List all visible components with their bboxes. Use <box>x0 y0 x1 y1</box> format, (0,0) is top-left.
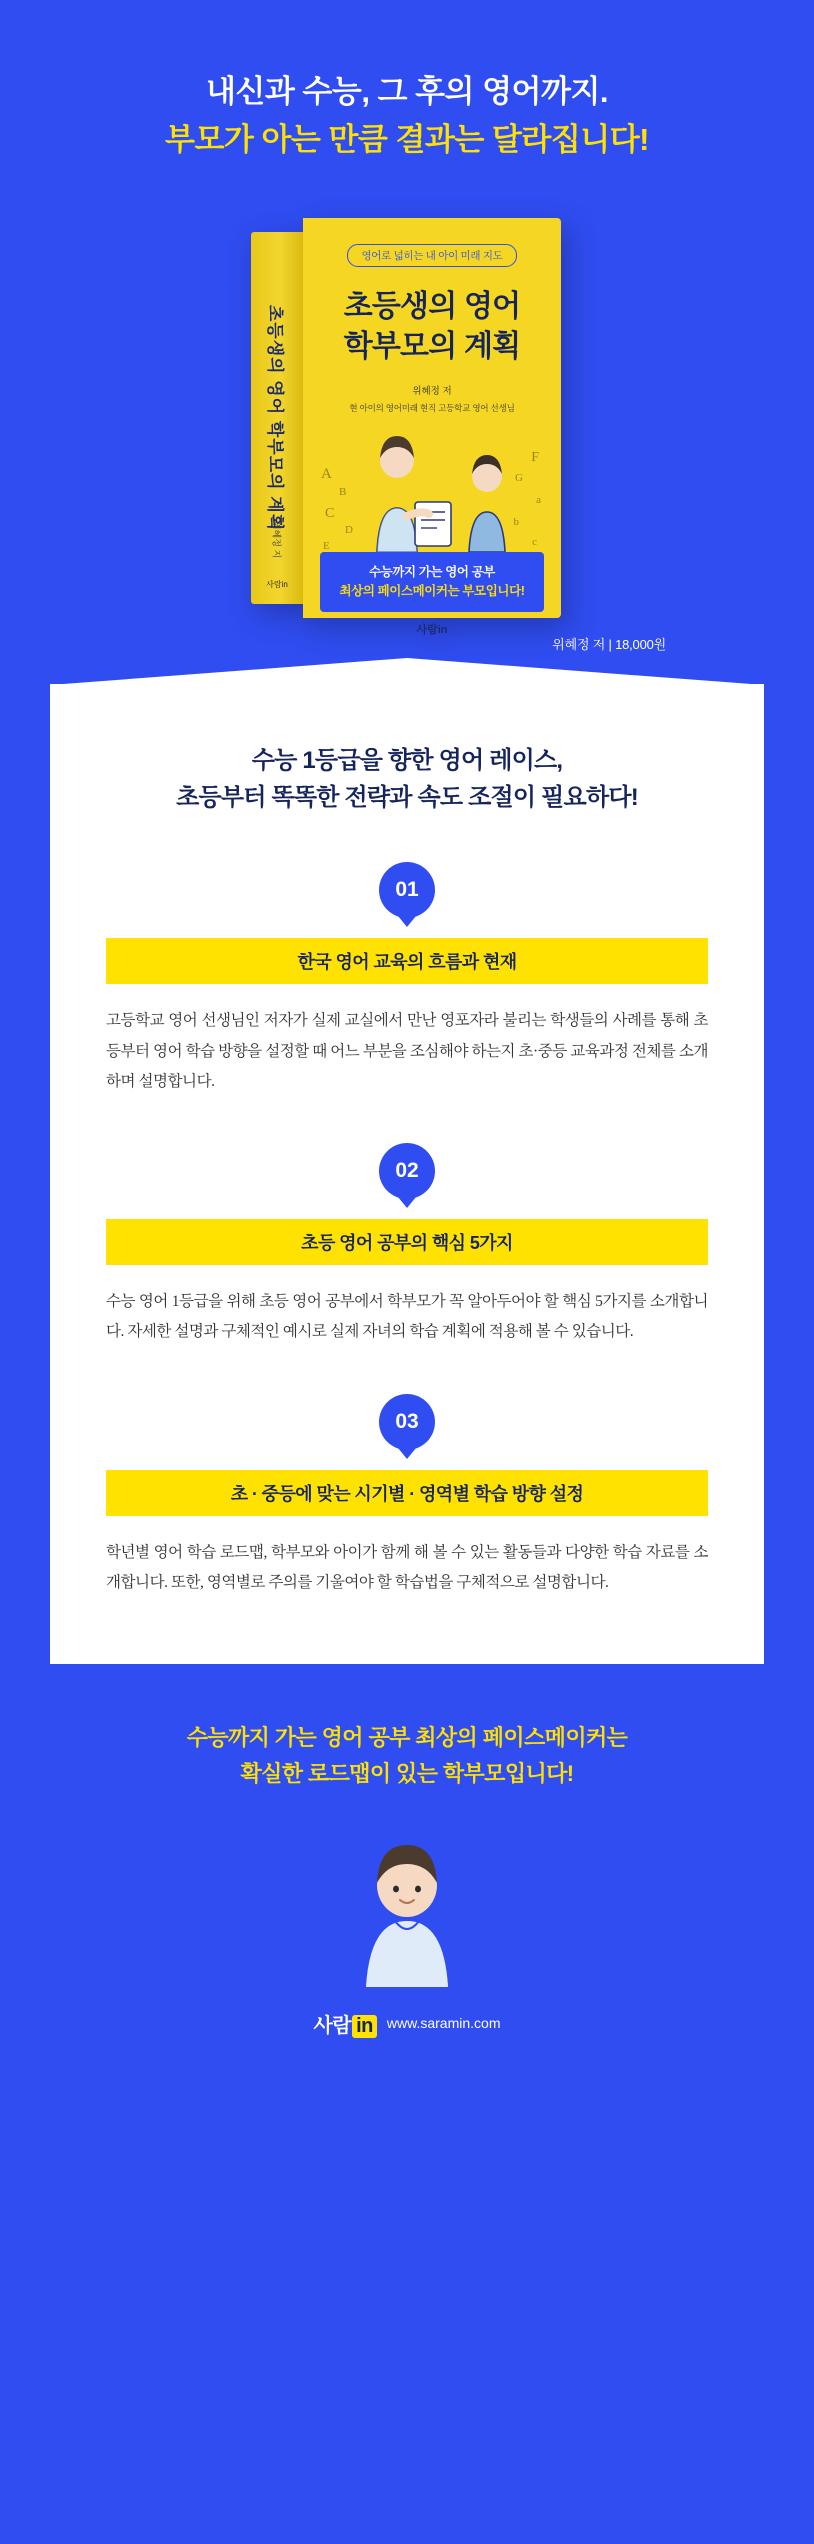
footer <box>0 2009 814 2068</box>
scribble-letter: C <box>325 506 335 522</box>
section-badge-wrap <box>106 862 708 918</box>
book-spine-author: 위혜정 지 <box>271 520 282 559</box>
closing-line1: 수능까지 가는 영어 공부 최상의 페이스메이커는 <box>186 1725 628 1750</box>
content-card <box>50 684 764 1664</box>
hero-section <box>0 0 814 164</box>
closing-person-illustration <box>332 1837 482 1987</box>
scribble-letter: D <box>345 524 353 537</box>
section-03 <box>106 1394 708 1598</box>
section-badge-wrap <box>106 1143 708 1199</box>
scribble-letter: A <box>321 466 332 483</box>
book-spine-publisher: 사람in <box>266 580 288 590</box>
closing-message <box>0 1720 814 1793</box>
section-number-badge: 01 <box>379 862 435 918</box>
section-body: 학년별 영어 학습 로드맵, 학부모와 아이가 함께 해 볼 수 있는 활동들과 다양한 학습 자료를 소개합니다. 또한, 영역별로 주의를 기울여야 할 학습법을 구체적으로 설명합니다. <box>106 1543 708 1591</box>
section-01 <box>106 862 708 1097</box>
book-meta: 위혜정 저 | 18,000원 <box>552 637 666 653</box>
section-number-badge: 02 <box>379 1143 435 1199</box>
scribble-letter: F <box>531 450 539 466</box>
section-title: 초등 영어 공부의 핵심 5가지 <box>106 1219 708 1265</box>
cover-banner-line1: 수능까지 가는 영어 공부 <box>369 565 495 580</box>
saramin-logo <box>313 2009 376 2038</box>
scribble-letter: c <box>532 536 537 549</box>
logo-main-text: 사람 <box>313 2014 352 2037</box>
book-3d-mockup <box>251 218 563 636</box>
cover-illustration <box>319 424 545 552</box>
section-number-badge: 03 <box>379 1394 435 1450</box>
card-heading-line2: 초등부터 똑똑한 전략과 속도 조절이 필요하다! <box>176 784 638 812</box>
book-spine <box>251 232 303 604</box>
section-body: 고등학교 영어 선생님인 저자가 실제 교실에서 만난 영포자라 불리는 학생들의 사례를 통해 초등부터 영어 학습 방향을 설정할 때 어느 부분을 조심해야 하는지 초·중등 교육과정 전체를 소개하며 설명합니다. <box>106 1012 708 1090</box>
book-section <box>0 218 814 653</box>
closing-line2: 확실한 로드맵이 있는 학부모입니다! <box>240 1761 574 1787</box>
scribble-letter: E <box>323 540 330 553</box>
cover-author: 위혜정 저 <box>412 386 452 398</box>
cover-bottom-banner <box>320 552 544 612</box>
book-spine-title: 초등생의 영어 학부모의 계획 <box>265 304 285 532</box>
section-02 <box>106 1143 708 1347</box>
card-heading <box>106 742 708 816</box>
cover-title-line1: 초등생의 영어 <box>343 290 521 324</box>
site-url: www.saramin.com <box>386 2015 501 2032</box>
scribble-letter: b <box>513 516 519 529</box>
scribble-letter: a <box>536 494 541 507</box>
hero-headline-line2: 부모가 아는 만큼 결과는 달라집니다! <box>165 122 649 158</box>
section-badge-wrap <box>106 1394 708 1450</box>
section-title: 초 · 중등에 맞는 시기별 · 영역별 학습 방향 설정 <box>106 1470 708 1516</box>
cover-author-subtitle: 현 아이의 영어미래 현직 고등학교 영어 선생님 <box>349 403 515 414</box>
cover-banner-line2: 최상의 페이스메이커는 부모입니다! <box>339 584 525 599</box>
section-title: 한국 영어 교육의 흐름과 현재 <box>106 938 708 984</box>
scribble-letter: B <box>339 486 347 499</box>
card-heading-line1: 수능 1등급을 향한 영어 레이스, <box>251 747 563 775</box>
logo-in-badge: in <box>352 2015 377 2038</box>
scribble-letter: G <box>515 472 523 485</box>
cover-publisher: 사람in <box>416 623 448 636</box>
cover-title-line2: 학부모의 계획 <box>343 330 521 364</box>
book-front-cover <box>303 218 561 636</box>
cover-tagline: 영어로 넓히는 내 아이 미래 지도 <box>347 244 516 267</box>
hero-headline-line1: 내신과 수능, 그 후의 영어까지. <box>205 74 609 109</box>
section-body: 수능 영어 1등급을 위해 초등 영어 공부에서 학부모가 꼭 알아두어야 할 핵심 5가지를 소개합니다. 자세한 설명과 구체적인 예시로 실제 자녀의 학습 계획에 적용해 볼 수 있습니다. <box>106 1293 708 1341</box>
